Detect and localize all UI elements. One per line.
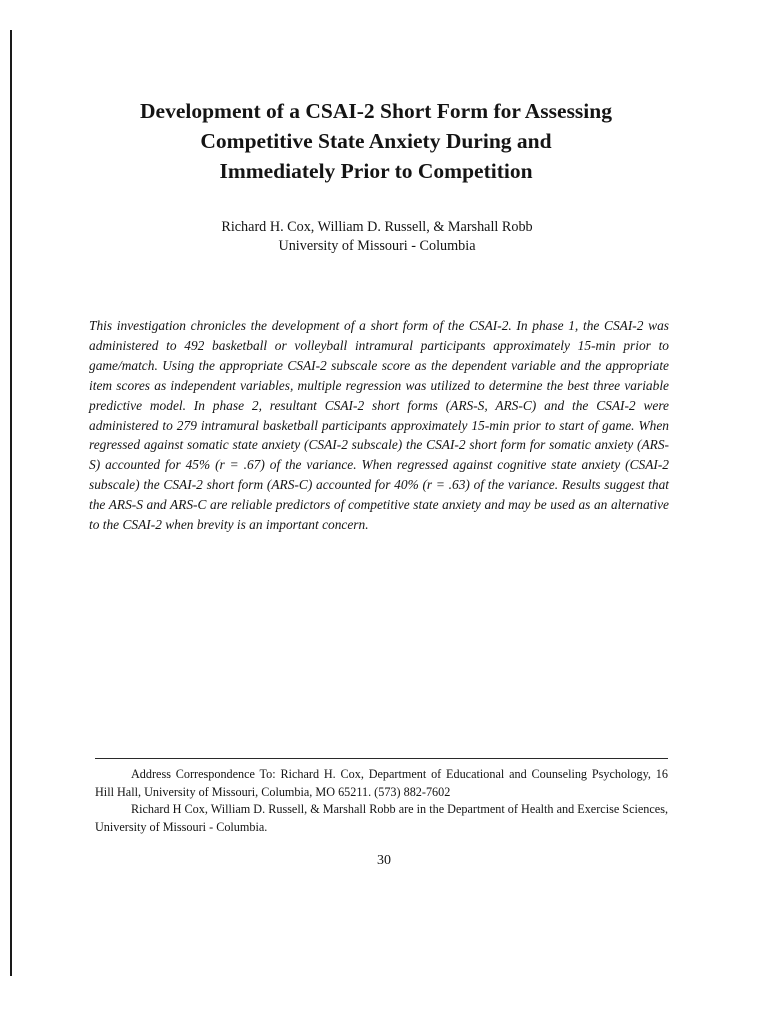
- footnotes: [95, 766, 668, 836]
- page-number: 30: [377, 853, 391, 868]
- paper-title: [80, 96, 672, 186]
- abstract: This investigation chronicles the development of a short form of the CSAI-2. In phase 1, the CSAI-2 was administered to 492 basketball or volleyball intramural participants approximately 15-min prior to game/match. Using the appropriate CSAI-2 subscale score as the dependent variable and the appropriate item scores as independent variables, multiple regression was utilized to determine the best three variable predictive model. In phase 2, resultant CSAI-2 short forms (ARS-S, ARS-C) and the CSAI-2 were administered to 279 intramural basketball participants approximately 15-min prior to start of game. When regressed against somatic state anxiety (CSAI-2 subscale) the CSAI-2 short form for somatic anxiety (ARS-S) accounted for 45% (r = .67) of the variance. When regressed against cognitive state anxiety (CSAI-2 subscale) the CSAI-2 short form (ARS-C) accounted for 40% (r = .63) of the variance. Results suggest that the ARS-S and ARS-C are reliable predictors of competitive state anxiety and may be used as an alternative to the CSAI-2 when brevity is an important concern.: [89, 318, 669, 533]
- author-names: Richard H. Cox, William D. Russell, & Marshall Robb: [221, 219, 533, 235]
- author-affiliation: University of Missouri - Columbia: [278, 238, 476, 254]
- title-line: Competitive State Anxiety During and: [200, 129, 552, 153]
- title-line: Immediately Prior to Competition: [219, 159, 533, 183]
- footnote-divider: [95, 758, 668, 759]
- author-block: [80, 218, 674, 256]
- footnote-affiliation: Richard H Cox, William D. Russell, & Marshall Robb are in the Department of Health and Exercise Sciences, University of Missouri - Columbia.: [95, 802, 668, 834]
- title-line: Development of a CSAI-2 Short Form for Assessing: [140, 99, 612, 123]
- footnote-correspondence: Address Correspondence To: Richard H. Cox, Department of Educational and Counseling Psychology, 16 Hill Hall, University of Missouri, Columbia, MO 65211. (573) 882-7602: [95, 767, 668, 799]
- scan-edge-line: [10, 30, 12, 976]
